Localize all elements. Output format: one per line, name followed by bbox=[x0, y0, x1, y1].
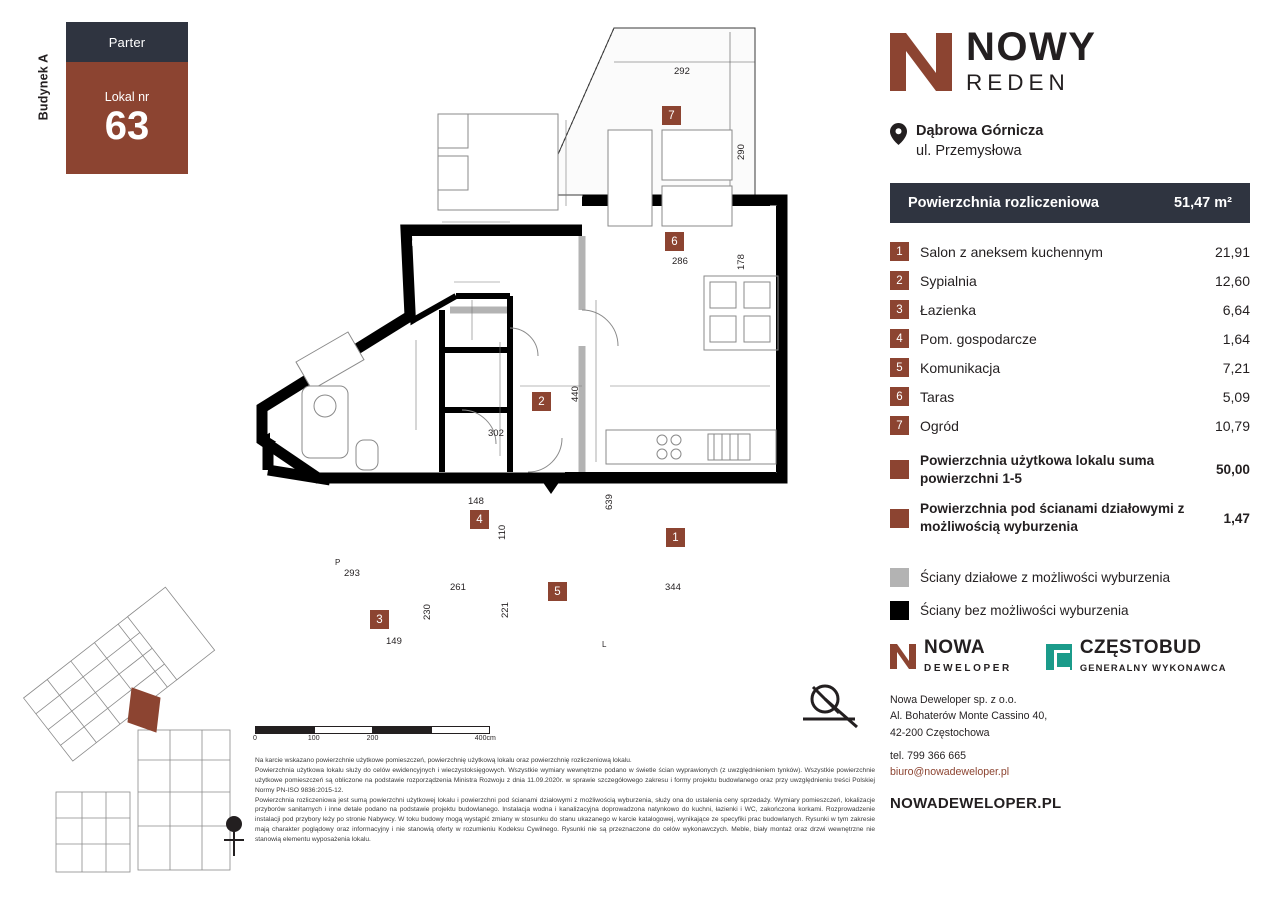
scale-tick-400: 400cm bbox=[474, 735, 496, 742]
project-name-line2: REDEN bbox=[966, 70, 1070, 95]
room-index-2: 2 bbox=[890, 271, 909, 290]
room-name-1: Salon z aneksem kuchennym bbox=[920, 243, 1103, 260]
summary-label-usable: Powierzchnia użytkowa lokalu suma powierzchni 1-5 bbox=[920, 453, 1155, 486]
floorplan-svg bbox=[210, 10, 870, 730]
wall-legend-label-demolishable: Ściany działowe z możliwości wyburzenia bbox=[920, 569, 1171, 585]
contractor-subtitle: GENERALNY WYKONAWCA bbox=[1079, 661, 1227, 673]
project-address bbox=[890, 122, 1250, 161]
room-row-7 bbox=[890, 411, 1250, 440]
contact-address-2: 42-200 Częstochowa bbox=[890, 726, 990, 739]
scale-bar-ticks bbox=[253, 734, 496, 746]
project-name bbox=[966, 25, 1097, 96]
room-area-3: 6,64 bbox=[1222, 301, 1250, 318]
dim-110: 110 bbox=[497, 524, 508, 540]
dim-221: 221 bbox=[500, 602, 511, 618]
room-name-5: Komunikacja bbox=[920, 359, 1001, 376]
info-panel bbox=[890, 25, 1250, 812]
plan-chip-3: 3 bbox=[370, 610, 389, 629]
contractor-logo[interactable] bbox=[1046, 638, 1227, 676]
contact-address-1: Al. Bohaterów Monte Cassino 40, bbox=[890, 710, 1048, 723]
contractor-name: CZĘSTOBUD bbox=[1079, 636, 1202, 658]
plan-chip-2: 2 bbox=[532, 392, 551, 411]
contact-email[interactable]: biuro@nowadeweloper.pl bbox=[890, 766, 1010, 779]
scale-bar bbox=[253, 726, 496, 746]
entry-marker bbox=[540, 478, 562, 494]
bed-furniture bbox=[438, 114, 558, 210]
address-city: Dąbrowa Górnicza bbox=[916, 123, 1044, 139]
scale-tick-0: 0 bbox=[253, 735, 257, 742]
key-plan bbox=[20, 580, 240, 880]
room-area-4: 1,64 bbox=[1222, 330, 1250, 347]
room-area-1: 21,91 bbox=[1214, 243, 1250, 260]
room-name-7: Ogród bbox=[920, 417, 959, 434]
room-row-3 bbox=[890, 295, 1250, 324]
project-name-line1: NOWY bbox=[966, 25, 1097, 69]
unit-label: Lokal nr bbox=[104, 90, 150, 104]
floor-label: Parter bbox=[66, 22, 188, 62]
dim-290: 290 bbox=[736, 144, 747, 160]
summary-value-partitions: 1,47 bbox=[1223, 510, 1250, 526]
summary-label-partitions: Powierzchnia pod ścianami działowymi z możliwością wyburzenia bbox=[920, 501, 1185, 535]
dim-230: 230 bbox=[422, 604, 433, 620]
north-arrow-small bbox=[214, 810, 254, 860]
dim-292: 292 bbox=[674, 66, 690, 77]
contact-block bbox=[890, 692, 1250, 781]
dim-149: 149 bbox=[386, 636, 402, 647]
summary-value-usable: 50,00 bbox=[1215, 462, 1250, 478]
nowa-deweloper-icon bbox=[890, 644, 916, 669]
dim-261: 261 bbox=[450, 582, 466, 593]
room-area-5: 7,21 bbox=[1222, 359, 1250, 376]
kitchen-furniture bbox=[606, 430, 776, 464]
nowy-reden-logo-icon bbox=[890, 33, 952, 91]
legal-paragraph-1: Na karcie wskazano powierzchnie użytkowe pomieszczeń, powierzchnię użytkową lokalu oraz powierzchnię rozliczeniową lokalu. bbox=[255, 757, 632, 764]
dim-293: 293 bbox=[344, 568, 360, 579]
wall-legend-row-demolishable bbox=[890, 568, 1250, 587]
room-area-6: 5,09 bbox=[1222, 388, 1250, 405]
label-L: L bbox=[602, 640, 607, 649]
room-area-2: 12,60 bbox=[1214, 272, 1250, 289]
wall-swatch-demolishable bbox=[890, 568, 909, 587]
developer-name: NOWA bbox=[924, 636, 986, 658]
location-pin-icon bbox=[890, 123, 907, 145]
room-row-1 bbox=[890, 237, 1250, 266]
unit-number: 63 bbox=[104, 104, 150, 148]
wall-legend bbox=[890, 568, 1250, 620]
plan-chip-1: 1 bbox=[666, 528, 685, 547]
room-name-3: Łazienka bbox=[920, 301, 977, 318]
plan-chip-6: 6 bbox=[665, 232, 684, 251]
summary-row-partitions bbox=[890, 500, 1250, 535]
total-area-value: 51,47 m² bbox=[1173, 195, 1232, 212]
scale-tick-100: 100 bbox=[307, 735, 320, 742]
total-area-bar bbox=[890, 183, 1250, 223]
unit-number-block bbox=[66, 62, 188, 174]
plan-chip-4: 4 bbox=[470, 510, 489, 529]
website-url[interactable]: NOWADEWELOPER.PL bbox=[890, 794, 1062, 812]
north-arrow-large bbox=[795, 675, 865, 745]
room-name-2: Sypialnia bbox=[920, 272, 977, 289]
scale-tick-200: 200 bbox=[366, 735, 379, 742]
summary-row-usable bbox=[890, 452, 1250, 487]
developer-subtitle: DEWELOPER bbox=[924, 662, 1012, 674]
room-row-2 bbox=[890, 266, 1250, 295]
room-row-6 bbox=[890, 382, 1250, 411]
contact-company: Nowa Deweloper sp. z o.o. bbox=[890, 693, 1017, 706]
partner-logos bbox=[890, 638, 1250, 676]
dim-148: 148 bbox=[468, 496, 484, 507]
room-index-6: 6 bbox=[890, 387, 909, 406]
dim-302: 302 bbox=[488, 428, 504, 439]
plan-chip-7: 7 bbox=[662, 106, 681, 125]
label-P: P bbox=[335, 558, 341, 567]
czestobud-icon bbox=[1046, 644, 1072, 670]
summary-swatch-usable bbox=[890, 460, 909, 479]
dim-178: 178 bbox=[736, 254, 747, 270]
plan-chip-5: 5 bbox=[548, 582, 567, 601]
address-street: ul. Przemysłowa bbox=[916, 142, 1022, 159]
room-index-3: 3 bbox=[890, 300, 909, 319]
room-row-4 bbox=[890, 324, 1250, 353]
room-index-7: 7 bbox=[890, 416, 909, 435]
dim-440: 440 bbox=[570, 386, 581, 402]
building-label: Budynek A bbox=[36, 53, 51, 121]
room-name-4: Pom. gospodarcze bbox=[920, 330, 1037, 347]
room-index-5: 5 bbox=[890, 358, 909, 377]
contact-phone: tel. 799 366 665 bbox=[890, 750, 966, 763]
floorplan-drawing bbox=[210, 10, 870, 730]
wall-legend-row-structural bbox=[890, 601, 1250, 620]
total-area-label: Powierzchnia rozliczeniowa bbox=[908, 195, 1099, 212]
unit-badge bbox=[28, 22, 188, 197]
room-list bbox=[890, 237, 1250, 440]
dim-344: 344 bbox=[665, 582, 681, 593]
legal-disclaimer bbox=[255, 756, 875, 845]
legal-paragraph-3: Powierzchnia rozliczeniowa jest sumą powierzchni użytkowej lokalu i powierzchni pod ścianami działowymi z możliwością wyburzenia, służy ona do ustalenia ceny sprzedaży. Wymiary pomieszczeń, lokalizacje przyborów sanitarnych i inne detale podano na podstawie projektu budowlanego. Instalacja wodna i kanalizacyjna doprowadzona natynkowo do kuchni, łazienki i WC, zakończona korkami. Rozprowadzenie instalacji pod przybory leży po stronie Nabywcy. W toku budowy mogą wystąpić zmiany w stosunku do stanu ukazanego w karcie katalogowej, wynikające ze specyfiki prac budowlanych. Rysunki w tym zakresie mają charakter poglądowy oraz informacyjny i nie stanowią oferty w rozumieniu Kodeksu Cywilnego. Rysunki nie są przeznaczone do celów wykonawczych. Meble, biały montaż oraz drzwi wewnętrzne nie stanowią elementu wyposażenia lokalu. bbox=[255, 796, 875, 844]
room-index-1: 1 bbox=[890, 242, 909, 261]
dim-286: 286 bbox=[672, 256, 688, 267]
legal-paragraph-2: Powierzchnia użytkowa lokalu służy do celów ewidencyjnych i wieczystoksięgowych. Wszystkie wymiary wewnętrzne podano w świetle ścian wyprawionych (z uwzględnieniem tynków). Wszystkie powierzchnie użytkowe pomieszczeń są obliczone na podstawie rozporządzenia Ministra Rozwoju z dnia 11.09.2020r. w sprawie szczegółowego zakresu i formy projektu budowlanego oraz przy uwzględnieniu treści Polskiej Normy PN-ISO 9836:2015-12. bbox=[255, 766, 875, 794]
summary-swatch-partitions bbox=[890, 509, 909, 528]
room-area-7: 10,79 bbox=[1214, 417, 1250, 434]
wall-swatch-structural bbox=[890, 601, 909, 620]
scale-bar-graphic bbox=[255, 726, 490, 734]
project-logo bbox=[890, 25, 1250, 96]
room-index-4: 4 bbox=[890, 329, 909, 348]
room-name-6: Taras bbox=[920, 388, 955, 405]
developer-logo[interactable] bbox=[890, 638, 1012, 676]
wall-legend-label-structural: Ściany bez możliwości wyburzenia bbox=[920, 602, 1129, 618]
dim-639: 639 bbox=[604, 494, 615, 510]
room-row-5 bbox=[890, 353, 1250, 382]
